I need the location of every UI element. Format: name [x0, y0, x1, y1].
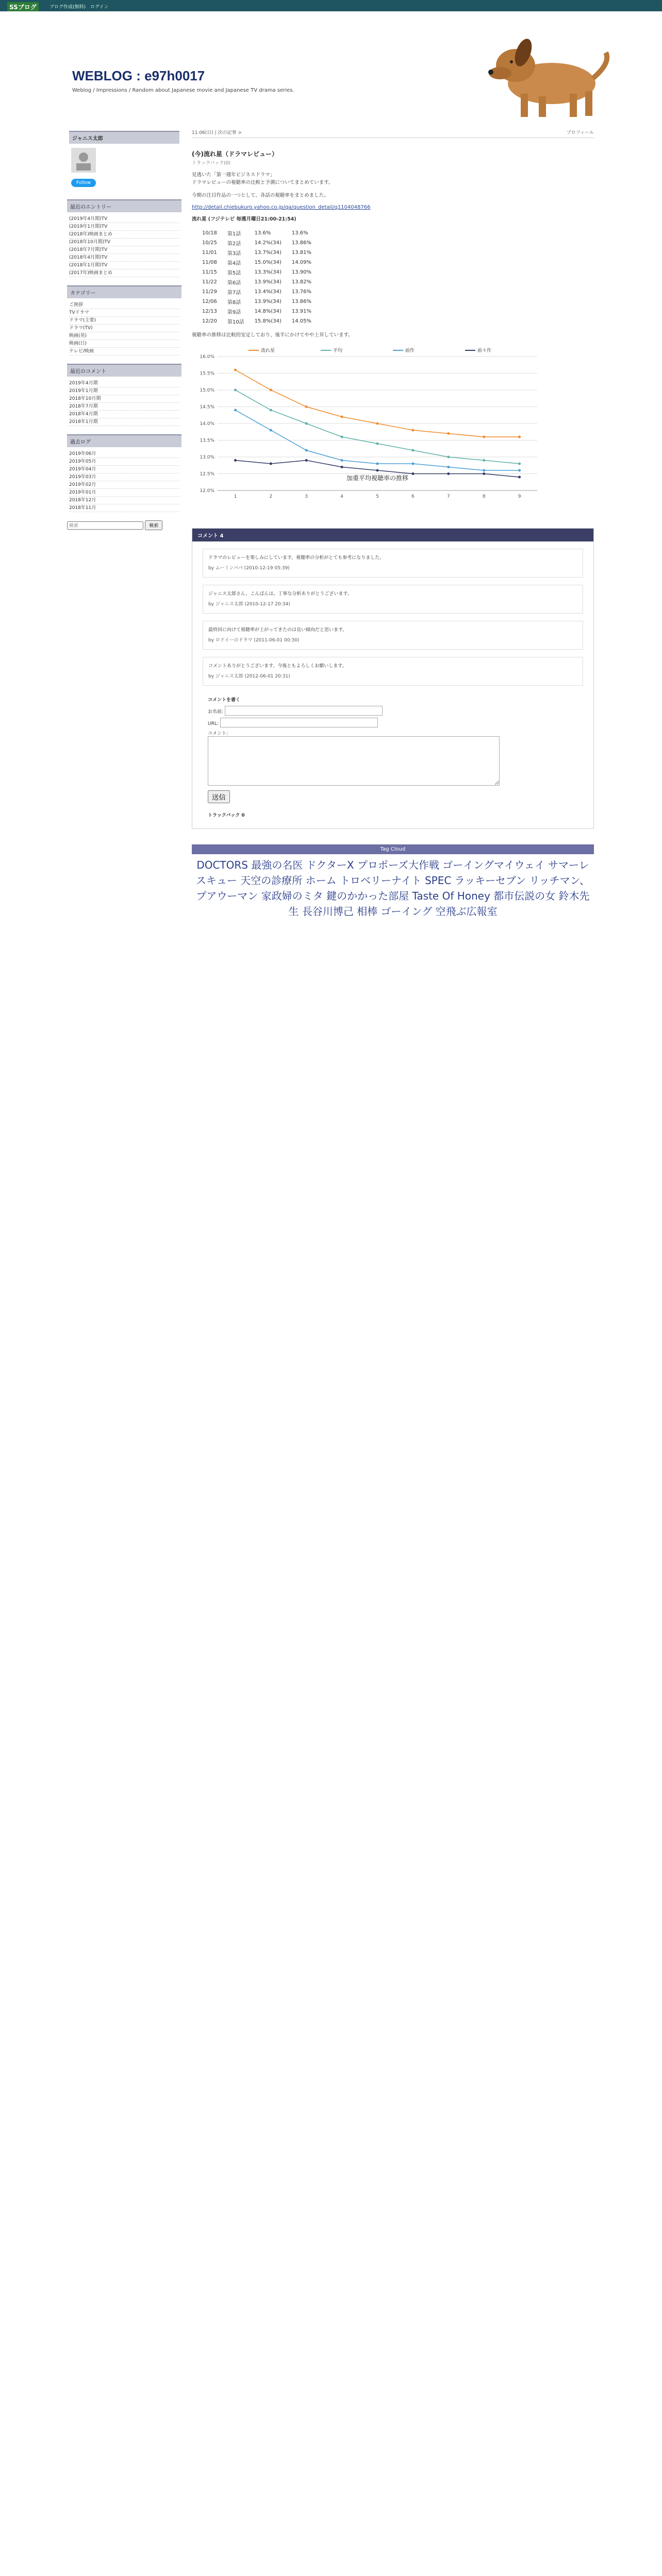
y-tick-label: 12.5%: [200, 471, 214, 477]
sidebar-link[interactable]: 2019年01月: [69, 489, 179, 497]
breadcrumb: [192, 129, 594, 138]
ratings-cell: 14.8%(34): [254, 309, 282, 314]
comment-text: ジャニス太郎さん、こんばんは。丁寧な分析ありがとうございます。: [208, 591, 352, 597]
data-point: [447, 432, 450, 435]
blog-title[interactable]: WEBLOG : e97h0017: [72, 68, 205, 83]
breadcrumb-left[interactable]: 11.06(日) | 次の記事 >: [192, 130, 242, 135]
submit-button[interactable]: 送信: [208, 790, 230, 803]
sidebar-link[interactable]: 2018年4月期: [69, 411, 179, 418]
data-point: [341, 416, 343, 418]
ratings-row: [197, 287, 317, 297]
comment-form: [208, 696, 578, 818]
article-link[interactable]: http://detail.chiebukuro.yahoo.co.jp/qa/question_detail/q1104048766: [192, 205, 371, 210]
y-tick-label: 15.5%: [200, 371, 214, 377]
data-point: [518, 476, 521, 479]
data-point: [518, 469, 521, 472]
ratings-cell: 11/01: [202, 250, 217, 256]
data-point: [270, 409, 272, 412]
sidebar-link[interactable]: 2018年11月: [69, 504, 179, 512]
data-point: [483, 472, 485, 475]
data-point: [518, 463, 521, 465]
search-input[interactable]: [67, 521, 143, 530]
ratings-cell: 13.76%: [291, 289, 311, 295]
sidebar-link[interactable]: (2017年)映画まとめ: [69, 269, 179, 277]
sidebar-section-title: 最近のコメント: [67, 364, 181, 377]
comments-section: [192, 528, 594, 829]
data-point: [411, 429, 414, 432]
tag-cloud: [192, 844, 594, 922]
sidebar-link[interactable]: 2019年05月: [69, 458, 179, 466]
comment: [203, 621, 583, 650]
data-point: [411, 449, 414, 452]
sidebar-link[interactable]: TVドラマ: [69, 309, 179, 317]
ratings-cell: 13.9%(34): [254, 299, 282, 304]
y-tick-label: 12.0%: [200, 488, 214, 494]
ratings-row: [197, 248, 317, 258]
series-line-1: [235, 390, 519, 464]
x-tick-label: 5: [376, 494, 379, 499]
data-point: [305, 405, 308, 408]
sidebar-link[interactable]: 2019年1月期: [69, 387, 179, 395]
ratings-cell: 13.6%: [254, 230, 271, 236]
article-title[interactable]: (今)流れ星（ドラマレビュー）: [192, 150, 278, 158]
data-point: [270, 389, 272, 392]
sidebar-link[interactable]: ドラマ(主要): [69, 317, 179, 325]
ratings-table: [197, 228, 317, 326]
y-tick-label: 13.0%: [200, 455, 214, 460]
ratings-cell: 13.9%(34): [254, 279, 282, 285]
ratings-row: [197, 297, 317, 307]
ratings-cell: 12/20: [202, 318, 217, 324]
ratings-cell: 10/25: [202, 240, 217, 246]
ratings-cell: 15.8%(34): [254, 318, 282, 324]
breadcrumb-right[interactable]: プロフィール: [566, 130, 594, 135]
x-tick-label: 4: [340, 494, 343, 499]
ratings-row: [197, 228, 317, 238]
x-tick-label: 8: [482, 494, 486, 499]
sidebar-section-title: 過去ログ: [67, 434, 181, 447]
sidebar-section: [67, 199, 181, 277]
ratings-row: [197, 277, 317, 287]
comment: [203, 657, 583, 686]
sidebar-link[interactable]: 2019年02月: [69, 481, 179, 489]
data-point: [341, 436, 343, 438]
sidebar-link[interactable]: 2019年06月: [69, 450, 179, 458]
blog-subtitle: Weblog / Impressions / Random about Japanese movie and Japanese TV drama series.: [72, 88, 294, 93]
article-paragraph-2: 今期の注目作品の一つとして、各話の視聴率をまとめました。: [192, 193, 329, 198]
data-point: [447, 456, 450, 459]
data-point: [518, 436, 521, 438]
data-point: [376, 443, 379, 445]
chart-annotation: 加重平均視聴率の推移: [346, 474, 409, 482]
ratings-cell: 11/15: [202, 269, 217, 275]
ratings-cell: 12/06: [202, 299, 217, 304]
data-point: [411, 472, 414, 475]
data-point: [305, 459, 308, 462]
url-input[interactable]: [220, 718, 378, 727]
blog-header: [0, 11, 662, 125]
y-tick-label: 14.0%: [200, 421, 214, 427]
ratings-cell: 11/22: [202, 279, 217, 285]
comment-form-title: コメントを書く: [208, 698, 241, 703]
article-paragraph-3: 視聴率の推移は比較的安定しており、後半にかけてやや上昇しています。: [192, 332, 353, 338]
tag-cloud-words[interactable]: DOCTORS 最強の名医 ドクターX プロポーズ大作戦 ゴーイングマイウェイ サマーレスキュー 天空の診療所 ホーム トロベリーナイト SPEC ラッキーセブン リッチマン、プアウーマン 家政婦のミタ 鍵のかかった部屋 Taste Of Honey 都市伝説の女 鈴木先生 長谷川博己 相棒 ゴーイング 空飛ぶ広報室: [195, 859, 590, 918]
sidebar-link[interactable]: 2019年4月期: [69, 380, 179, 387]
data-point: [234, 409, 237, 412]
site-logo[interactable]: SSブログ: [7, 2, 39, 12]
sidebar-link[interactable]: 2018年1月期: [69, 418, 179, 426]
data-point: [447, 472, 450, 475]
avatar[interactable]: [71, 148, 96, 173]
top-links[interactable]: ブログ作成(無料) ログイン: [49, 5, 109, 10]
ratings-cell: 10/18: [202, 230, 217, 236]
search-box: [67, 520, 181, 530]
data-point: [483, 436, 485, 438]
ratings-cell: 13.90%: [291, 269, 311, 275]
sidebar-link[interactable]: (2018年10月期)TV: [69, 239, 179, 246]
comment-text: 最終回に向けて視聴率が上がってきたのは良い傾向だと思います。: [208, 628, 347, 633]
data-point: [376, 463, 379, 465]
ratings-cell: 13.3%(34): [254, 269, 282, 275]
sidebar-link[interactable]: (2019年4月期)TV: [69, 215, 179, 223]
data-point: [411, 463, 414, 465]
ratings-cell: 14.05%: [291, 318, 311, 324]
data-point: [341, 466, 343, 468]
legend-label: 流れ星: [261, 348, 275, 353]
sidebar-link[interactable]: (2018年)映画まとめ: [69, 231, 179, 239]
sidebar-link[interactable]: (2019年1月期)TV: [69, 223, 179, 231]
ratings-cell: 13.86%: [291, 240, 311, 246]
ratings-cell: 13.81%: [291, 250, 311, 256]
article-subtitle[interactable]: トラックバック(0): [192, 161, 231, 166]
comments-header: コメント 4: [192, 529, 593, 541]
ratings-row: [197, 267, 317, 277]
legend-label: 前々作: [477, 348, 492, 353]
article-paragraph-1: 見逃いた「第一週年ビジネスドラマ」 ドラマレビューの視聴率の比較と予測についてまとめています。: [192, 172, 334, 185]
ratings-cell: 第8話: [227, 300, 241, 306]
data-point: [483, 469, 485, 472]
x-tick-label: 6: [411, 494, 415, 499]
ratings-cell: 第1話: [227, 231, 241, 237]
ratings-cell: 第5話: [227, 270, 241, 276]
comment: [203, 585, 583, 614]
legend-label: 平均: [333, 348, 343, 353]
sidebar-link[interactable]: 2019年03月: [69, 473, 179, 481]
data-point: [376, 469, 379, 472]
ratings-cell: 11/29: [202, 289, 217, 295]
name-input[interactable]: [225, 706, 383, 716]
ratings-row: [197, 258, 317, 267]
ratings-cell: 11/08: [202, 260, 217, 265]
ratings-cell: 13.4%(34): [254, 289, 282, 295]
ratings-cell: 第7話: [227, 290, 241, 296]
data-point: [447, 466, 450, 468]
data-point: [270, 463, 272, 465]
sidebar-section: [67, 434, 181, 512]
comment: [203, 549, 583, 578]
trackback-header: トラックバック 0: [208, 813, 245, 818]
dog-header-image: [479, 16, 614, 122]
y-tick-label: 14.5%: [200, 404, 214, 410]
y-tick-label: 13.5%: [200, 438, 214, 444]
data-point: [483, 459, 485, 462]
sidebar-sections: [67, 199, 181, 512]
sidebar-link[interactable]: (2018年7月期)TV: [69, 246, 179, 254]
y-tick-label: 16.0%: [200, 354, 214, 360]
ratings-cell: 14.2%(34): [254, 240, 282, 246]
ratings-chart: [192, 346, 594, 518]
ratings-cell: 13.6%: [291, 230, 308, 236]
ratings-row: [197, 238, 317, 248]
legend-label: 前作: [405, 348, 415, 353]
x-tick-label: 3: [305, 494, 308, 499]
sidebar-link[interactable]: 2018年10月期: [69, 395, 179, 403]
data-point: [305, 449, 308, 452]
follow-button[interactable]: Follow: [71, 179, 96, 187]
ratings-cell: 15.0%(34): [254, 260, 282, 265]
comment-author[interactable]: by ロドイーのドラマ (2011-06-01 00:30): [208, 638, 300, 643]
ratings-cell: 13.91%: [291, 309, 311, 314]
x-tick-label: 2: [269, 494, 273, 499]
ratings-cell: 12/13: [202, 309, 217, 314]
ratings-chart-svg: [192, 346, 553, 516]
search-button[interactable]: 検索: [145, 520, 162, 530]
comment-text: コメントありがとうございます。今後ともよろしくお願いします。: [208, 664, 347, 669]
ratings-cell: 14.09%: [291, 260, 311, 265]
sidebar-link[interactable]: ドラマ(TV): [69, 325, 179, 332]
ratings-cell: 13.82%: [291, 279, 311, 285]
sidebar: [67, 129, 181, 538]
avatar-icon: [71, 148, 96, 173]
comment-author[interactable]: by ムーミンパパ (2010-12-19 05:39): [208, 566, 290, 571]
y-tick-label: 15.0%: [200, 388, 214, 393]
profile-name[interactable]: ジャニス太郎: [69, 131, 179, 144]
ratings-cell: 第4話: [227, 261, 241, 266]
ratings-cell: 13.7%(34): [254, 250, 282, 256]
sidebar-section-title: 最近のエントリー: [67, 199, 181, 212]
data-point: [234, 459, 237, 462]
sidebar-section: [67, 364, 181, 426]
sidebar-link[interactable]: 2018年7月期: [69, 403, 179, 411]
data-point: [270, 429, 272, 432]
comment-text: ドラマのレビューを楽しみにしています。視聴率の分析がとても参考になりました。: [208, 555, 385, 561]
ratings-cell: 第10話: [227, 319, 244, 325]
sidebar-section-title: カテゴリー: [67, 285, 181, 298]
profile-box: [67, 129, 181, 191]
ratings-cell: 13.86%: [291, 299, 311, 304]
sidebar-link[interactable]: (2018年4月期)TV: [69, 254, 179, 262]
series-line-0: [235, 370, 519, 437]
data-point: [376, 422, 379, 425]
data-point: [305, 422, 308, 425]
tag-cloud-title: Tag Cloud: [192, 844, 594, 854]
comment-author[interactable]: by ジャニス太郎 (2012-06-01 20:31): [208, 674, 290, 679]
x-tick-label: 9: [518, 494, 521, 499]
ratings-row: [197, 307, 317, 316]
ratings-cell: 第2話: [227, 241, 241, 247]
comment-author[interactable]: by ジャニス太郎 (2010-12-17 20:34): [208, 602, 290, 607]
x-tick-label: 1: [234, 494, 237, 499]
data-point: [234, 369, 237, 371]
sidebar-link[interactable]: (2018年1月期)TV: [69, 262, 179, 269]
sidebar-link[interactable]: 映画(日): [69, 340, 179, 348]
sidebar-section: [67, 285, 181, 355]
name-label: お名前:: [208, 709, 224, 715]
comment-list: [192, 549, 593, 686]
ratings-title: 流れ星 (フジテレビ 毎週月曜日21:00-21:54): [192, 216, 296, 222]
comment-textarea[interactable]: [208, 736, 500, 786]
data-point: [341, 459, 343, 462]
ratings-row: [197, 316, 317, 326]
comment-label: コメント:: [208, 731, 228, 736]
sidebar-link[interactable]: テレビ/映画: [69, 348, 179, 355]
top-bar: [0, 0, 662, 11]
sidebar-link[interactable]: 映画(英): [69, 332, 179, 340]
data-point: [234, 389, 237, 392]
ratings-cell: 第9話: [227, 310, 241, 315]
sidebar-link[interactable]: 2019年04月: [69, 466, 179, 473]
main-content: [192, 129, 594, 922]
url-label: URL:: [208, 721, 219, 726]
ratings-cell: 第3話: [227, 251, 241, 257]
sidebar-link[interactable]: 2018年12月: [69, 497, 179, 504]
ratings-cell: 第6話: [227, 280, 241, 286]
x-tick-label: 7: [446, 494, 450, 499]
sidebar-link[interactable]: ご挨拶: [69, 301, 179, 309]
